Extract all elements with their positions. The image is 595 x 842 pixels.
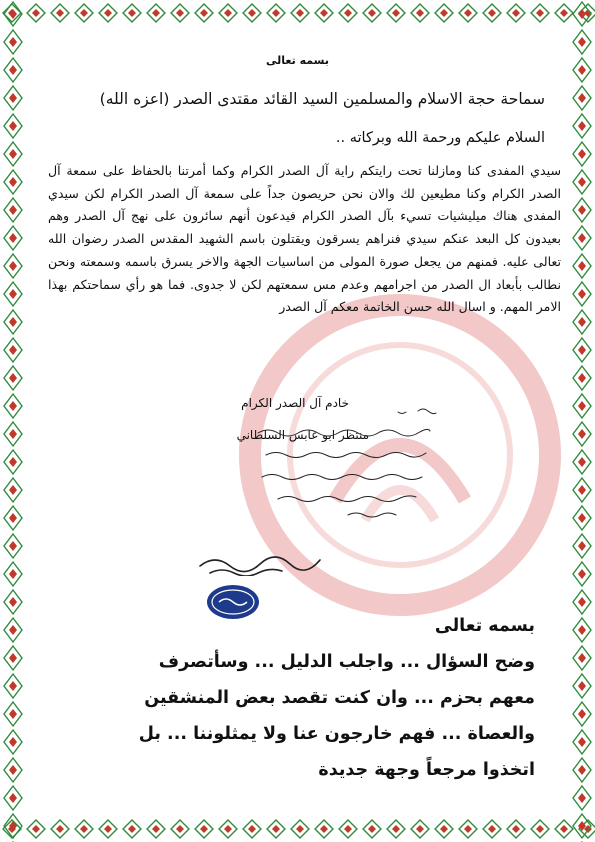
- letter-body: سيدي المفدى كنا ومازلنا تحت رايتكم راية آل الصدر الكرام وكما أمرتنا بالحفاظ على سمعة آل الصدر الكرام وكنا مطيعين لك والان نحن حريصون جداً على سمعة آل الصدر الكرام لكن سيدي المفدى هناك ميليشيات تسيء بآل الصدر الكرام فيدعون أنهم سائرون على نهج آل الصدر وهم بعيدون كل البعد عنكم سيدي فنراهم يسرقون ويقتلون باسم الشهيد المقدس الصدر رضوان الله تعالى عليه. فمنهم من يجعل صورة المولى من اساسيات الجهة والاخر يسرق باسمه وسمعته ونحن نطالب بأبعاد ال الصدر من اجرامهم وعدم مس سمعتهم لكن لا جدوى. فما هو رأي سماحتكم بهذا الامر المهم. و اسال الله حسن الخاتمة معكم آل الصدر: [48, 163, 561, 315]
- border-top: [0, 2, 595, 24]
- reply-line: وضح السؤال ... واجلب الدليل ... وسأتصرف: [158, 652, 535, 672]
- handwritten-reply: [248, 403, 448, 525]
- reply-line: اتخذوا مرجعاً وجهة جديدة: [318, 760, 535, 780]
- typed-reply: [60, 608, 535, 788]
- greeting-line: السلام عليكم ورحمة الله وبركاته ..: [335, 130, 545, 146]
- reply-line: معهم بحزم ... وان كنت تقصد بعض المنشقين: [144, 688, 535, 708]
- sender-name: منتظر ابو عابس السلطاني: [236, 428, 369, 442]
- border-bottom: [0, 818, 595, 840]
- servant-signoff: خادم آل الصدر الكرام: [241, 396, 349, 410]
- addressee-line: سماحة حجة الاسلام والمسلمين السيد القائد مقتدى الصدر (اعزه الله): [99, 90, 545, 108]
- seal-stamp: [205, 582, 261, 622]
- bismillah-heading: بسمه تعالى: [266, 54, 329, 67]
- reply-line: بسمه تعالى: [434, 616, 535, 636]
- reply-line: والعصاة ... فهم خارجون عنا ولا يمثلوننا ... بل: [138, 724, 535, 744]
- handwritten-signature: [190, 546, 330, 576]
- border-left: [2, 0, 24, 842]
